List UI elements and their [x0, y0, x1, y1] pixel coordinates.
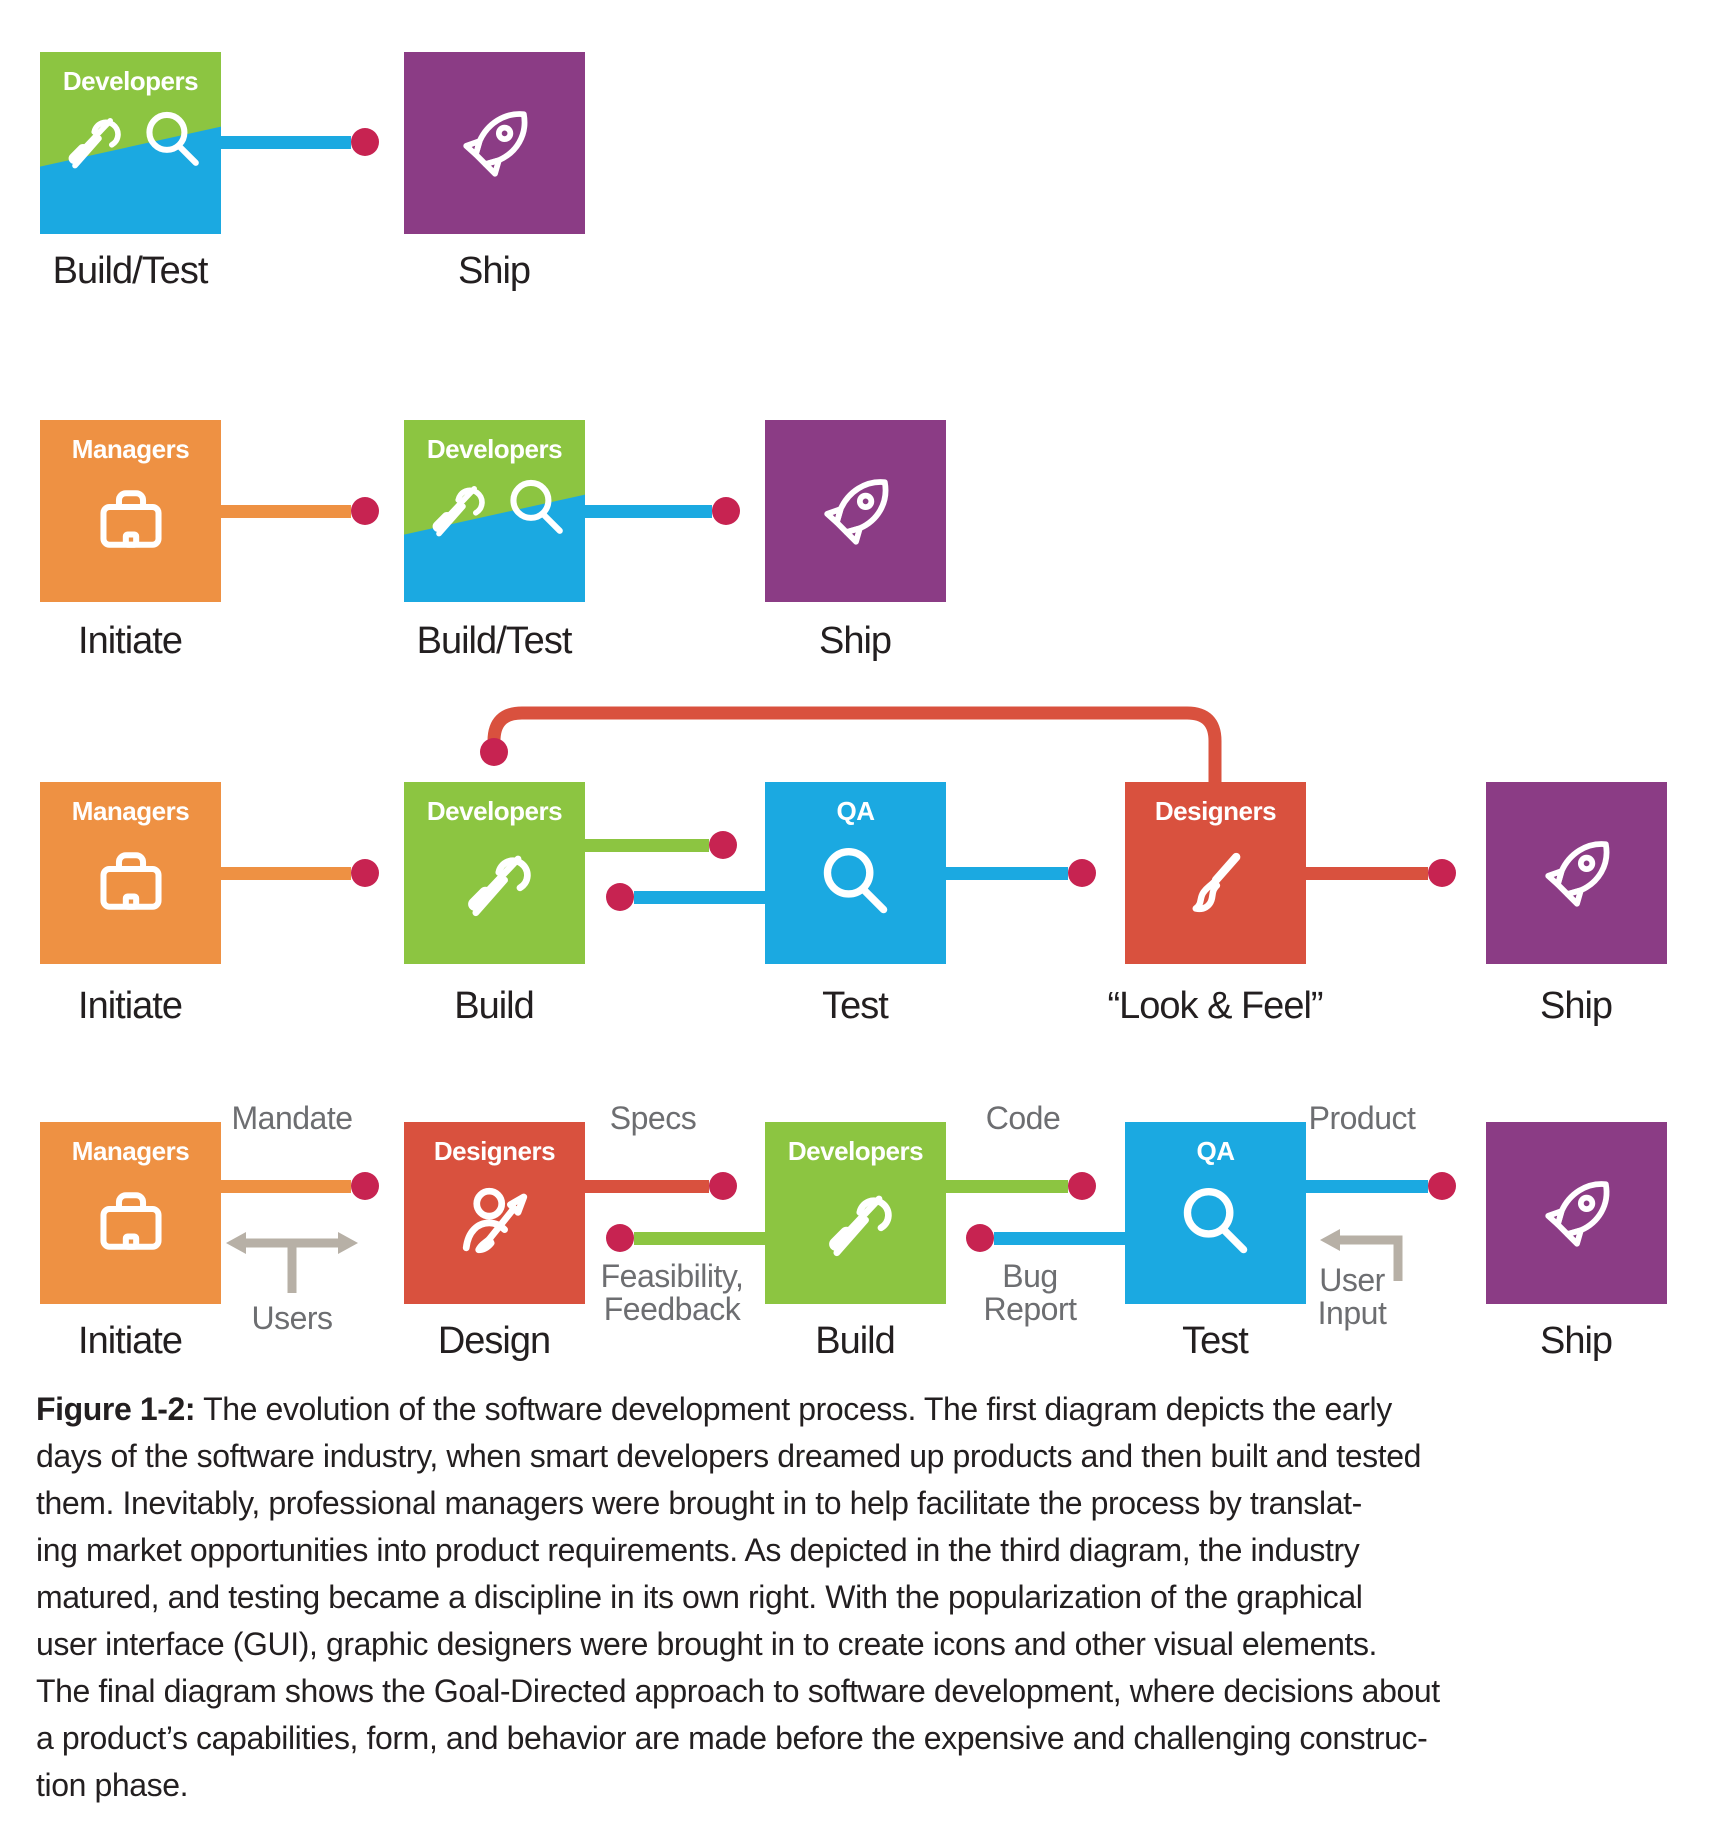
rocket-icon — [1529, 1165, 1625, 1261]
box-header: Managers — [71, 796, 190, 826]
connector-dot — [351, 859, 379, 887]
box-developers-build-row3 — [404, 782, 585, 964]
box-managers-row4 — [40, 1122, 221, 1304]
flow-label-code: Code — [985, 1100, 1061, 1136]
connector-product — [1306, 1180, 1428, 1193]
box-developers-build-test-row2 — [404, 420, 585, 602]
box-label-initiate: Initiate — [78, 620, 182, 662]
caption-line: days of the software industry, when smart developers dreamed up products and then built and tested — [36, 1438, 1422, 1474]
flow-label-report: Report — [983, 1291, 1077, 1327]
box-label-look-feel: “Look & Feel” — [1107, 985, 1323, 1027]
connector-dot — [966, 1224, 994, 1252]
connector-dot-feedback-loop — [480, 738, 508, 766]
briefcase-icon — [88, 476, 174, 562]
box-header: QA — [1196, 1136, 1235, 1166]
connector-dot — [606, 883, 634, 911]
box-ship-row1 — [404, 52, 585, 234]
connector-build-test-to-ship — [221, 136, 351, 149]
connector-dot — [709, 831, 737, 859]
connector-initiate-to-build — [221, 867, 351, 880]
caption-line — [36, 1386, 1696, 1433]
flow-label-feasibility: Feasibility, — [600, 1258, 744, 1294]
connector-dot — [712, 497, 740, 525]
flow-label-product: Product — [1308, 1100, 1416, 1136]
box-label-test: Test — [1182, 1320, 1248, 1362]
rocket-icon — [1529, 825, 1625, 921]
box-ship-row2 — [765, 420, 946, 602]
connector-dot — [1068, 859, 1096, 887]
box-managers-row2 — [40, 420, 221, 602]
flow-label-specs: Specs — [609, 1100, 697, 1136]
caption-line: them. Inevitably, professional managers were brought in to help facilitate the process by translat- — [36, 1485, 1362, 1521]
caption-line: user interface (GUI), graphic designers were brought in to create icons and other visual elements. — [36, 1626, 1378, 1662]
briefcase-icon — [88, 838, 174, 924]
box-designers-look-feel-row3 — [1125, 782, 1306, 964]
flow-label-user: User — [1319, 1262, 1385, 1298]
box-label-test: Test — [822, 985, 888, 1027]
connector-initiate-to-build — [221, 505, 351, 518]
connector-code — [946, 1180, 1068, 1193]
designers-feedback-loop-line — [494, 713, 1215, 784]
caption-line: The final diagram shows the Goal-Directed approach to software development, where decisions about — [36, 1673, 1440, 1709]
connector-test-to-look-feel — [946, 867, 1068, 880]
box-label-design: Design — [437, 1320, 551, 1362]
box-label-ship: Ship — [457, 250, 531, 292]
icon-pair — [40, 100, 221, 180]
caption-figure-number: Figure 1-2: — [36, 1391, 196, 1427]
magnifier-icon — [135, 102, 211, 178]
users-double-arrow — [226, 1232, 358, 1293]
figure-caption — [36, 1386, 1696, 1809]
box-header: Managers — [71, 434, 190, 464]
magnifier-icon — [1170, 1176, 1262, 1268]
box-label-ship: Ship — [818, 620, 892, 662]
caption-line: tion phase. — [36, 1767, 189, 1803]
box-qa-test-row3 — [765, 782, 946, 964]
box-label-ship: Ship — [1539, 1320, 1613, 1362]
box-label-initiate: Initiate — [78, 985, 182, 1027]
briefcase-icon — [88, 1178, 174, 1264]
flow-label-feedback: Feedback — [603, 1291, 741, 1327]
box-header: Designers — [433, 1136, 556, 1166]
connector-dot — [351, 497, 379, 525]
box-header: Designers — [1154, 796, 1277, 826]
connector-dot — [1428, 1172, 1456, 1200]
connector-dot — [351, 1172, 379, 1200]
connector-build-to-test — [585, 839, 709, 852]
caption-line: a product’s capabilities, form, and behavior are made before the expensive and challenging construc- — [36, 1720, 1428, 1756]
connector-dot — [709, 1172, 737, 1200]
box-developers-build-test-row1 — [40, 52, 221, 234]
box-header: Developers — [426, 796, 563, 826]
tools-icon — [808, 1174, 904, 1270]
connector-dot — [351, 128, 379, 156]
magnifier-icon — [810, 836, 902, 928]
box-header: Developers — [62, 66, 199, 96]
magnifier-icon — [499, 470, 575, 546]
box-label-ship: Ship — [1539, 985, 1613, 1027]
box-label-build-test: Build/Test — [52, 250, 208, 292]
box-header: Developers — [426, 434, 563, 464]
flow-label-input: Input — [1317, 1295, 1387, 1331]
box-ship-row3 — [1486, 782, 1667, 964]
connector-dot — [1428, 859, 1456, 887]
flow-label-mandate: Mandate — [231, 1100, 353, 1136]
connector-bug-report — [994, 1232, 1125, 1245]
icon-pair — [404, 468, 585, 548]
caption-line: ing market opportunities into product requirements. As depicted in the third diagram, the industry — [36, 1532, 1360, 1568]
connector-mandate — [221, 1180, 351, 1193]
connector-feasibility-feedback — [634, 1232, 765, 1245]
rocket-icon — [808, 463, 904, 559]
box-header: Developers — [787, 1136, 924, 1166]
connector-look-feel-to-ship — [1306, 867, 1428, 880]
connector-build-test-to-ship — [585, 505, 712, 518]
tools-icon — [51, 100, 131, 180]
box-label-initiate: Initiate — [78, 1320, 182, 1362]
caption-text: The evolution of the software development process. The first diagram depicts the early — [203, 1391, 1392, 1427]
connector-specs — [585, 1180, 709, 1193]
box-label-build-test: Build/Test — [416, 620, 572, 662]
paintbrush-icon — [1170, 834, 1262, 926]
box-header: Managers — [71, 1136, 190, 1166]
box-managers-row3 — [40, 782, 221, 964]
box-label-build: Build — [454, 985, 534, 1027]
connector-dot — [606, 1224, 634, 1252]
designer-person-icon — [447, 1172, 543, 1268]
tools-icon — [415, 468, 495, 548]
flow-label-users: Users — [251, 1300, 333, 1336]
box-ship-row4 — [1486, 1122, 1667, 1304]
flow-label-bug: Bug — [1002, 1258, 1058, 1294]
caption-line: matured, and testing became a discipline in its own right. With the popularization of the graphical — [36, 1579, 1363, 1615]
tools-icon — [447, 834, 543, 930]
box-header: QA — [836, 796, 875, 826]
connector-test-to-build — [634, 891, 765, 904]
box-label-build: Build — [815, 1320, 895, 1362]
rocket-icon — [447, 95, 543, 191]
connector-dot — [1068, 1172, 1096, 1200]
